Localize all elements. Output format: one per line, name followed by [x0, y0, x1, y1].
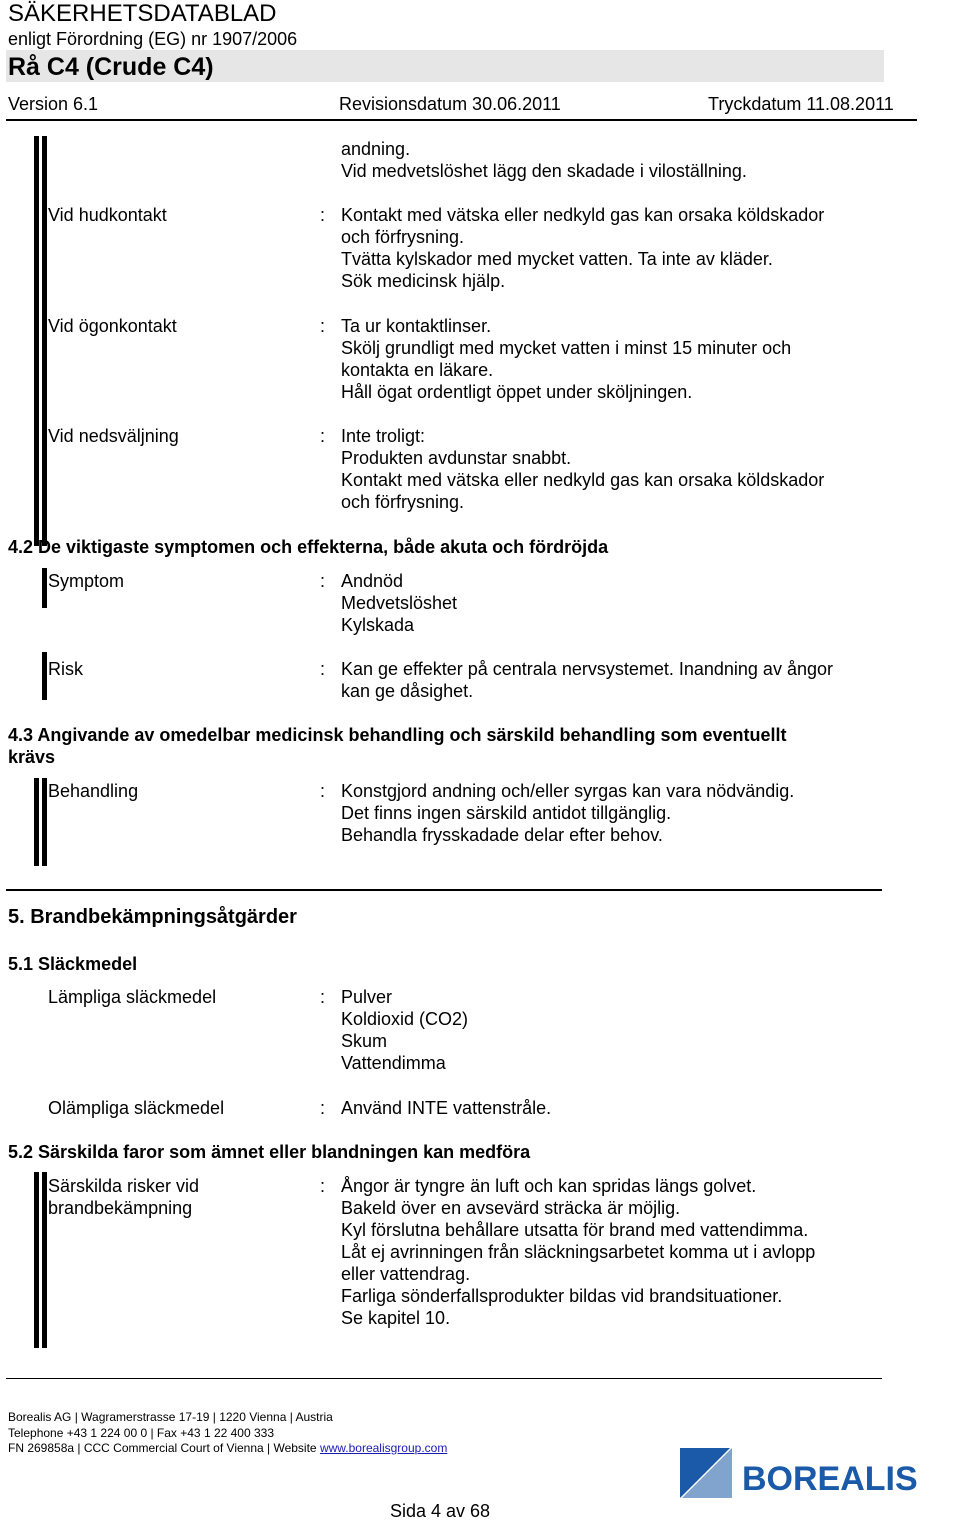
revision-change-bar — [42, 778, 47, 866]
suitable-media-label: Lämpliga släckmedel — [48, 987, 217, 1007]
colon-separator: : — [320, 205, 326, 225]
colon-separator: : — [320, 1176, 326, 1196]
print-date: Tryckdatum 11.08.2011 — [708, 94, 894, 114]
footer-phone: Telephone +43 1 224 00 0 | Fax +43 1 22 400 333 — [8, 1426, 275, 1440]
colon-separator: : — [320, 987, 326, 1007]
section-5-2-heading: 5.2 Särskilda faror som ämnet eller blandningen kan medföra — [8, 1142, 531, 1162]
skin-contact-label: Vid hudkontakt — [48, 205, 167, 225]
section-5-heading: 5. Brandbekämpningsåtgärder — [8, 906, 297, 928]
revision-change-bar — [42, 1172, 47, 1348]
unsuitable-media-text: Använd INTE vattenstråle. — [341, 1098, 552, 1118]
revision-change-bar — [42, 652, 47, 700]
regulation-reference: enligt Förordning (EG) nr 1907/2006 — [8, 29, 298, 49]
eye-contact-label: Vid ögonkontakt — [48, 316, 177, 336]
section-4-2-heading: 4.2 De viktigaste symptomen och effekterna, både akuta och fördröjda — [8, 537, 609, 557]
colon-separator: : — [320, 316, 326, 336]
revision-change-bar — [42, 568, 47, 608]
revision-change-bar — [34, 136, 39, 546]
product-name: Rå C4 (Crude C4) — [8, 53, 214, 81]
treatment-label: Behandling — [48, 781, 139, 801]
header-divider — [6, 119, 917, 121]
section-4-3-heading: 4.3 Angivande av omedelbar medicinsk behandling och särskild behandling som eventuellt krävs — [8, 725, 787, 767]
suitable-media-text: Pulver Koldioxid (CO2) Skum Vattendimma — [341, 987, 469, 1073]
risk-text: Kan ge effekter på centrala nervsystemet. Inandning av ångor kan ge dåsighet. — [341, 659, 833, 701]
section-divider — [6, 889, 882, 891]
treatment-text: Konstgjord andning och/eller syrgas kan vara nödvändig. Det finns ingen särskild antidot tillgänglig. Behandla frysskadade delar efter behov. — [341, 781, 795, 845]
eye-contact-text: Ta ur kontaktlinser. Skölj grundligt med mycket vatten i minst 15 minuter och kontakta en läkare. Håll ögat ordentligt öppet under sköljningen. — [341, 316, 792, 402]
borealis-logo — [678, 1446, 958, 1500]
ingestion-label: Vid nedsväljning — [48, 426, 179, 446]
colon-separator: : — [320, 1098, 326, 1118]
version-line — [8, 92, 916, 116]
revision-change-bar — [34, 1172, 39, 1348]
colon-separator: : — [320, 781, 326, 801]
section-5-1-heading: 5.1 Släckmedel — [8, 954, 138, 974]
unsuitable-media-label: Olämpliga släckmedel — [48, 1098, 225, 1118]
skin-contact-text: Kontakt med vätska eller nedkyld gas kan orsaka köldskador och förfrysning. Tvätta kylskador med mycket vatten. Ta inte av kläder. Sök medicinsk hjälp. — [341, 205, 825, 291]
risk-label: Risk — [48, 659, 83, 679]
ingestion-text: Inte troligt: Produkten avdunstar snabbt. Kontakt med vätska eller nedkyld gas kan orsaka köldskador och förfrysning. — [341, 426, 825, 512]
revision-change-bar — [42, 136, 47, 546]
symptom-label: Symptom — [48, 571, 125, 591]
footer-registry: FN 269858a | CCC Commercial Court of Vienna | Website www.borealisgroup.com — [8, 1441, 448, 1455]
revision-date: Revisionsdatum 30.06.2011 — [339, 94, 561, 114]
page-number: Sida 4 av 68 — [390, 1501, 491, 1521]
version-number: Version 6.1 — [8, 94, 99, 114]
fire-hazards-label: Särskilda risker vid brandbekämpning — [48, 1176, 200, 1218]
symptom-text: Andnöd Medvetslöshet Kylskada — [341, 571, 458, 635]
document-title: SÄKERHETSDATABLAD — [8, 0, 277, 27]
colon-separator: : — [320, 659, 326, 679]
website-link[interactable]: www.borealisgroup.com — [319, 1441, 448, 1455]
colon-separator: : — [320, 571, 326, 591]
first-aid-continued-text: andning. Vid medvetslöshet lägg den skadade i viloställning. — [341, 139, 747, 181]
fire-hazards-text: Ångor är tyngre än luft och kan spridas längs golvet. Bakeld över en avsevärd sträcka är möjlig. Kyl förslutna behållare utsatta för brand med vattendimma. Låt ej avrinningen från släckningsarbetet komma ut i avlopp eller vattendrag. Farliga sönderfallsprodukter bildas vid brandsituationer. Se kapitel 10. — [341, 1176, 816, 1328]
footer-divider — [6, 1378, 882, 1379]
footer-address: Borealis AG | Wagramerstrasse 17-19 | 1220 Vienna | Austria — [8, 1410, 333, 1424]
revision-change-bar — [34, 778, 39, 866]
colon-separator: : — [320, 426, 326, 446]
logo-wordmark: BOREALIS — [742, 1460, 918, 1498]
